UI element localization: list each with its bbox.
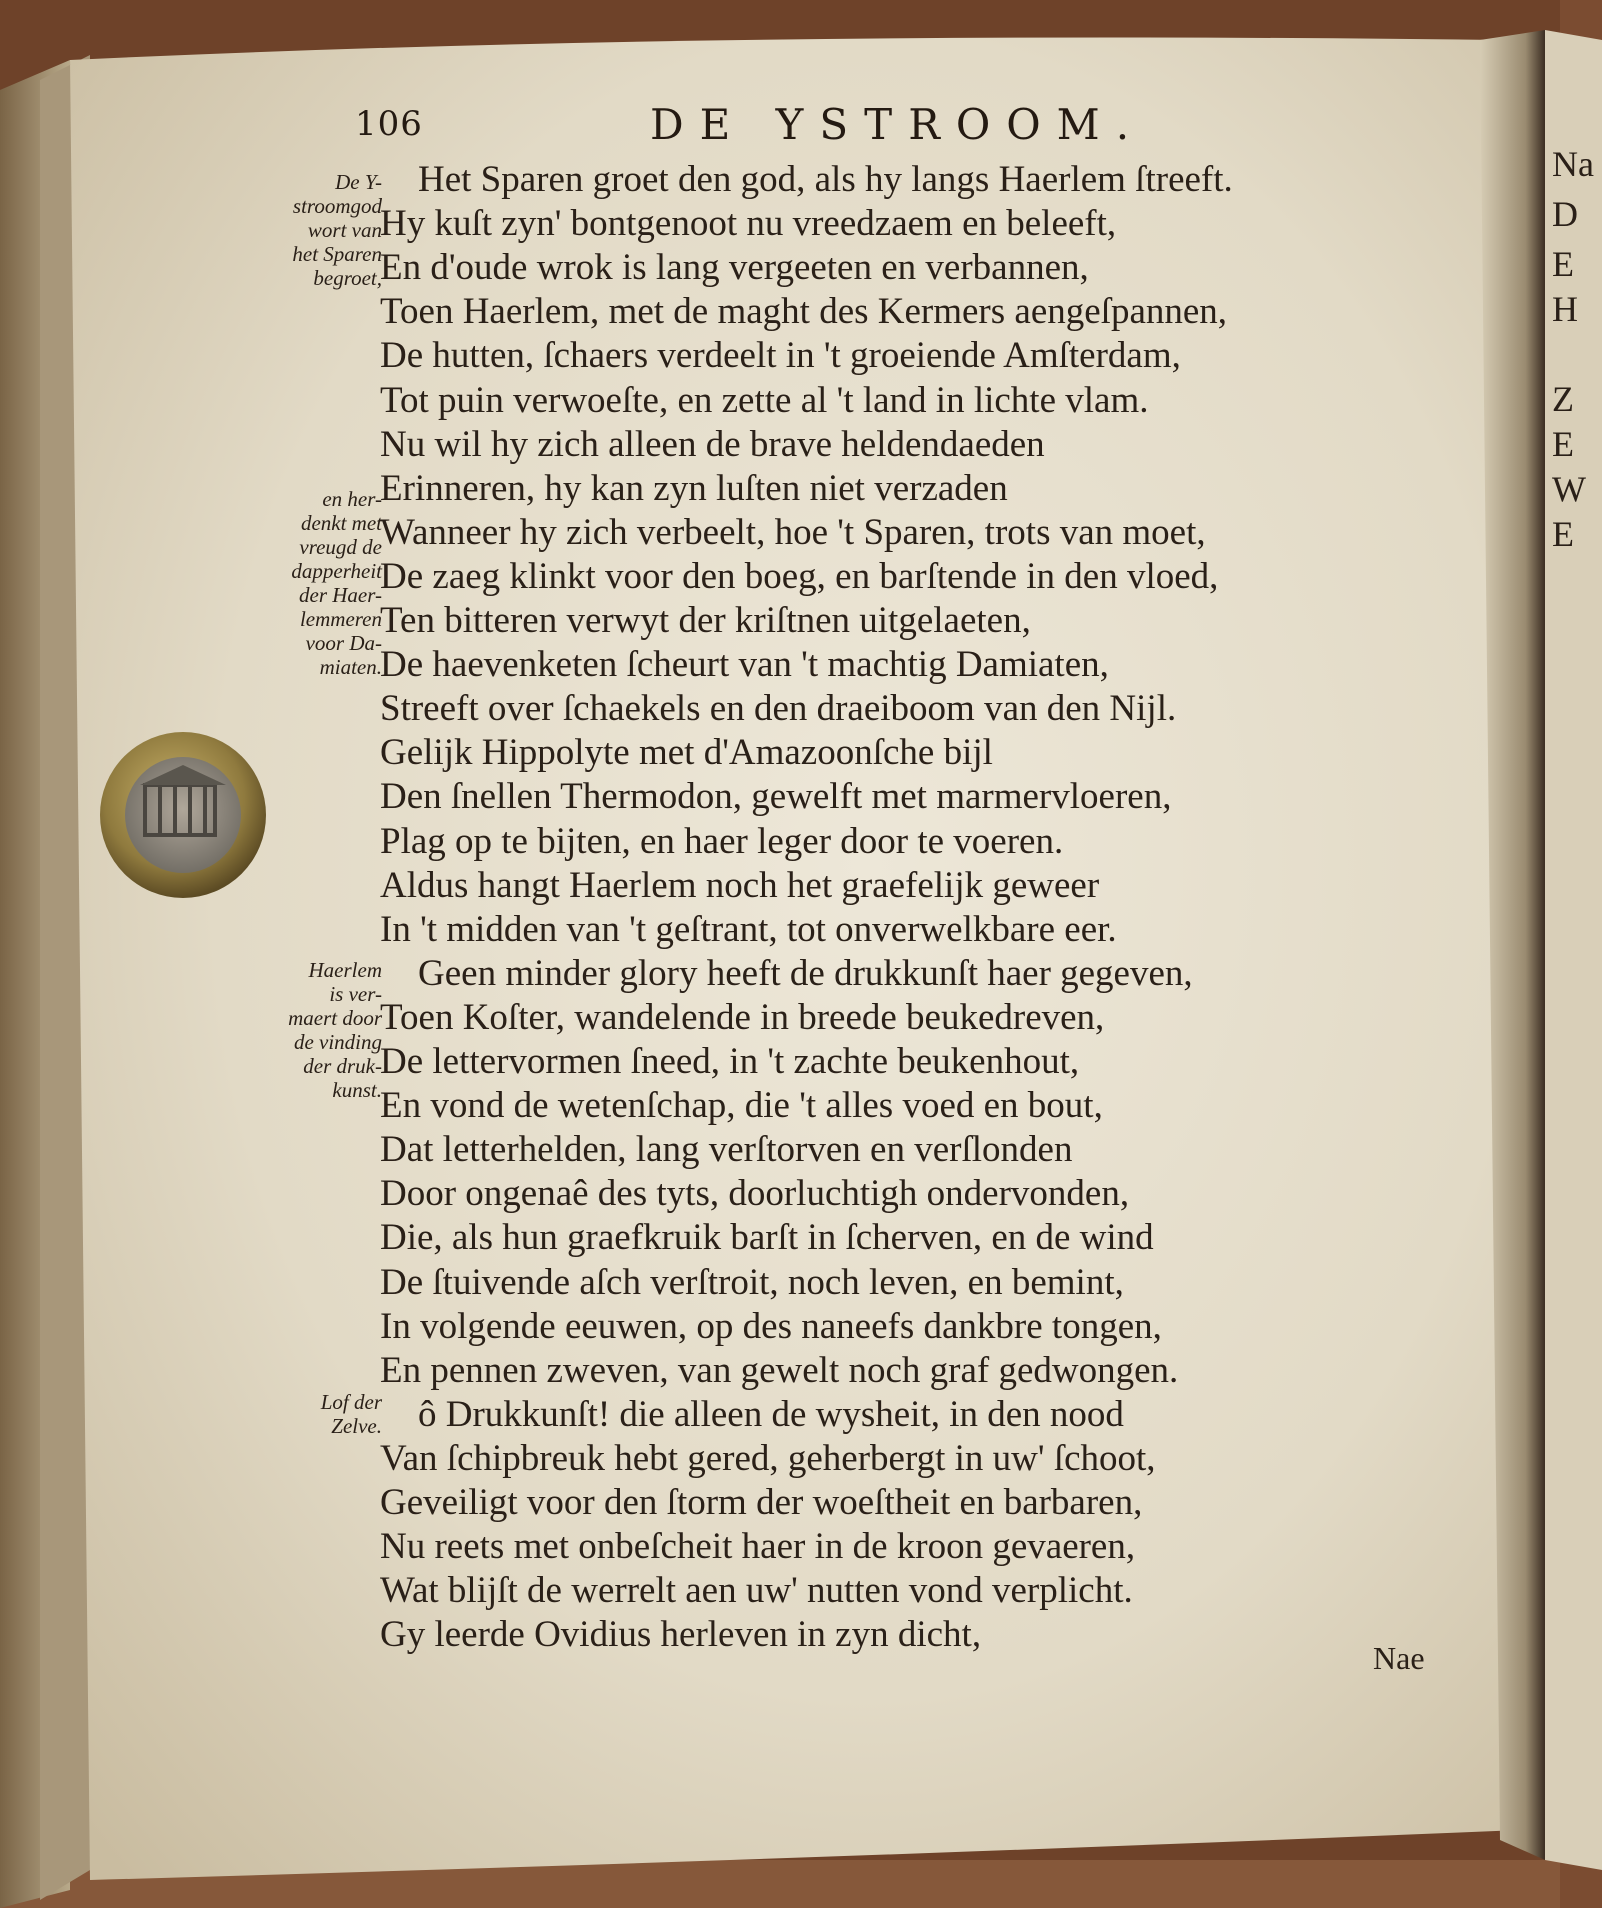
verse-line: Nu reets met onbeſcheit haer in de kroon gevaeren, [380,1526,1136,1568]
verse-line: Dat letterhelden, lang verſtorven en verſlonden [380,1129,1073,1171]
page-number: 106 [355,104,423,144]
verse-line: De zaeg klinkt voor den boeg, en barſtende in den vloed, [380,555,1219,597]
verse-line: ô Drukkunſt! die alleen de wysheit, in den nood [418,1393,1124,1435]
marginal-note-line: de vinding [293,1030,382,1054]
running-head: DE YSTROOM. [650,100,1146,149]
marginal-note-line: het Sparen [292,242,382,266]
verse-line: Streeft over ſchaekels en den draeiboom van den Nijl. [380,688,1177,730]
verse-line: De ſtuivende aſch verſtroit, noch leven, en bemint, [380,1261,1124,1303]
verse-line: Gy leerde Ovidius herleven in zyn dicht, [380,1614,982,1656]
right-page-fragment: Na [1552,144,1594,184]
catchword: Nae [1373,1640,1425,1676]
verse-line: Geveiligt voor den ſtorm der woeſtheit en barbaren, [380,1482,1143,1523]
verse-line: Ten bitteren verwyt der kriſtnen uitgelaeten, [380,600,1031,641]
marginal-note-line: De Y- [335,170,382,194]
marginal-note-line: miaten. [319,655,382,679]
verse-line: Toen Haerlem, met de maght des Kermers aengeſpannen, [380,291,1228,333]
verse-line: Toen Koſter, wandelende in breede beukedreven, [380,996,1105,1038]
right-page-fragment: E [1552,514,1574,554]
marginal-note-line: stroomgod [292,194,382,218]
verse-line: Tot puin verwoeſte, en zette al 't land in lichte vlam. [380,379,1149,421]
verse-line: Aldus hangt Haerlem noch het graefelijk geweer [380,864,1100,906]
verse-line: Wat blijſt de werrelt aen uw' nutten vond verplicht. [380,1570,1133,1612]
verse-line: En d'oude wrok is lang vergeeten en verbannen, [380,247,1089,289]
marginal-note-line: Haerlem [308,958,382,982]
marginal-note-line: vreugd de [299,535,382,559]
marginal-note-line: is ver- [329,982,382,1006]
marginal-note-line: kunst. [332,1078,382,1102]
verse-line: Wanneer hy zich verbeelt, hoe 't Sparen, trots van moet, [380,511,1206,553]
marginal-note [222,170,382,290]
verse-line: Van ſchipbreuk hebt gered, geherbergt in uw' ſchoot, [380,1437,1156,1479]
verse-line: Die, als hun graefkruik barſt in ſcherven, en de wind [380,1217,1154,1259]
right-page-fragment: E [1552,244,1574,284]
right-page-fragment: E [1552,424,1574,464]
right-page-fragment: D [1552,194,1578,234]
marginal-note-line: maert door [288,1006,382,1030]
verse-line: En pennen zweven, van gewelt noch graf gedwongen. [380,1349,1179,1391]
right-page-fragment: H [1552,289,1578,329]
marginal-note-line: Zelve. [331,1414,382,1438]
verse-line: Gelijk Hippolyte met d'Amazoonſche bijl [380,732,993,774]
marginal-note [222,487,382,679]
page-header [0,100,1602,160]
marginal-note-line: voor Da- [305,631,382,655]
marginal-note-line: lemmeren [299,607,382,631]
verse-line: Plag op te bijten, en haer leger door te voeren. [380,820,1064,862]
verse-line: Erinneren, hy kan zyn luſten niet verzaden [380,467,1008,509]
marginal-note-line: Lof der [320,1390,382,1414]
marginal-note-line: wort van [307,218,382,242]
verse-line: In volgende eeuwen, op des naneefs dankbre tongen, [380,1305,1162,1347]
verse-line: Nu wil hy zich alleen de brave heldendaeden [380,423,1045,465]
verse-line: Geen minder glory heeft de drukkunſt haer gegeven, [418,952,1193,994]
verse-line: En vond de wetenſchap, die 't alles voed en bout, [380,1085,1103,1127]
marginal-note [222,1390,382,1438]
verse-line: Den ſnellen Thermodon, gewelft met marmervloeren, [380,776,1172,818]
verse-line: In 't midden van 't geſtrant, tot onverwelkbare eer. [380,908,1117,950]
verse-line: De hutten, ſchaers verdeelt in 't groeiende Amſterdam, [380,335,1181,377]
marginal-note [222,958,382,1102]
verse-line: De lettervormen ſneed, in 't zachte beukenhout, [380,1041,1080,1082]
marginal-note-line: en her- [322,487,382,511]
marginal-note-line: der druk- [303,1054,382,1078]
verse-line: De haevenketen ſcheurt van 't machtig Damiaten, [380,644,1109,686]
verse-line: Het Sparen groet den god, als hy langs Haerlem ſtreeft. [418,159,1233,200]
marginal-note-line: der Haer- [299,583,382,607]
right-page-fragment: Z [1552,379,1574,419]
verse-line: Door ongenaê des tyts, doorluchtigh ondervonden, [380,1173,1130,1215]
marginal-note-line: begroet, [313,266,382,290]
marginal-note-line: dapperheit [291,559,382,583]
verse-line: Hy kuſt zyn' bontgenoot nu vreedzaem en beleeft, [380,203,1117,245]
marginal-note-line: denkt met [300,511,382,535]
right-page-fragment: W [1552,469,1586,509]
